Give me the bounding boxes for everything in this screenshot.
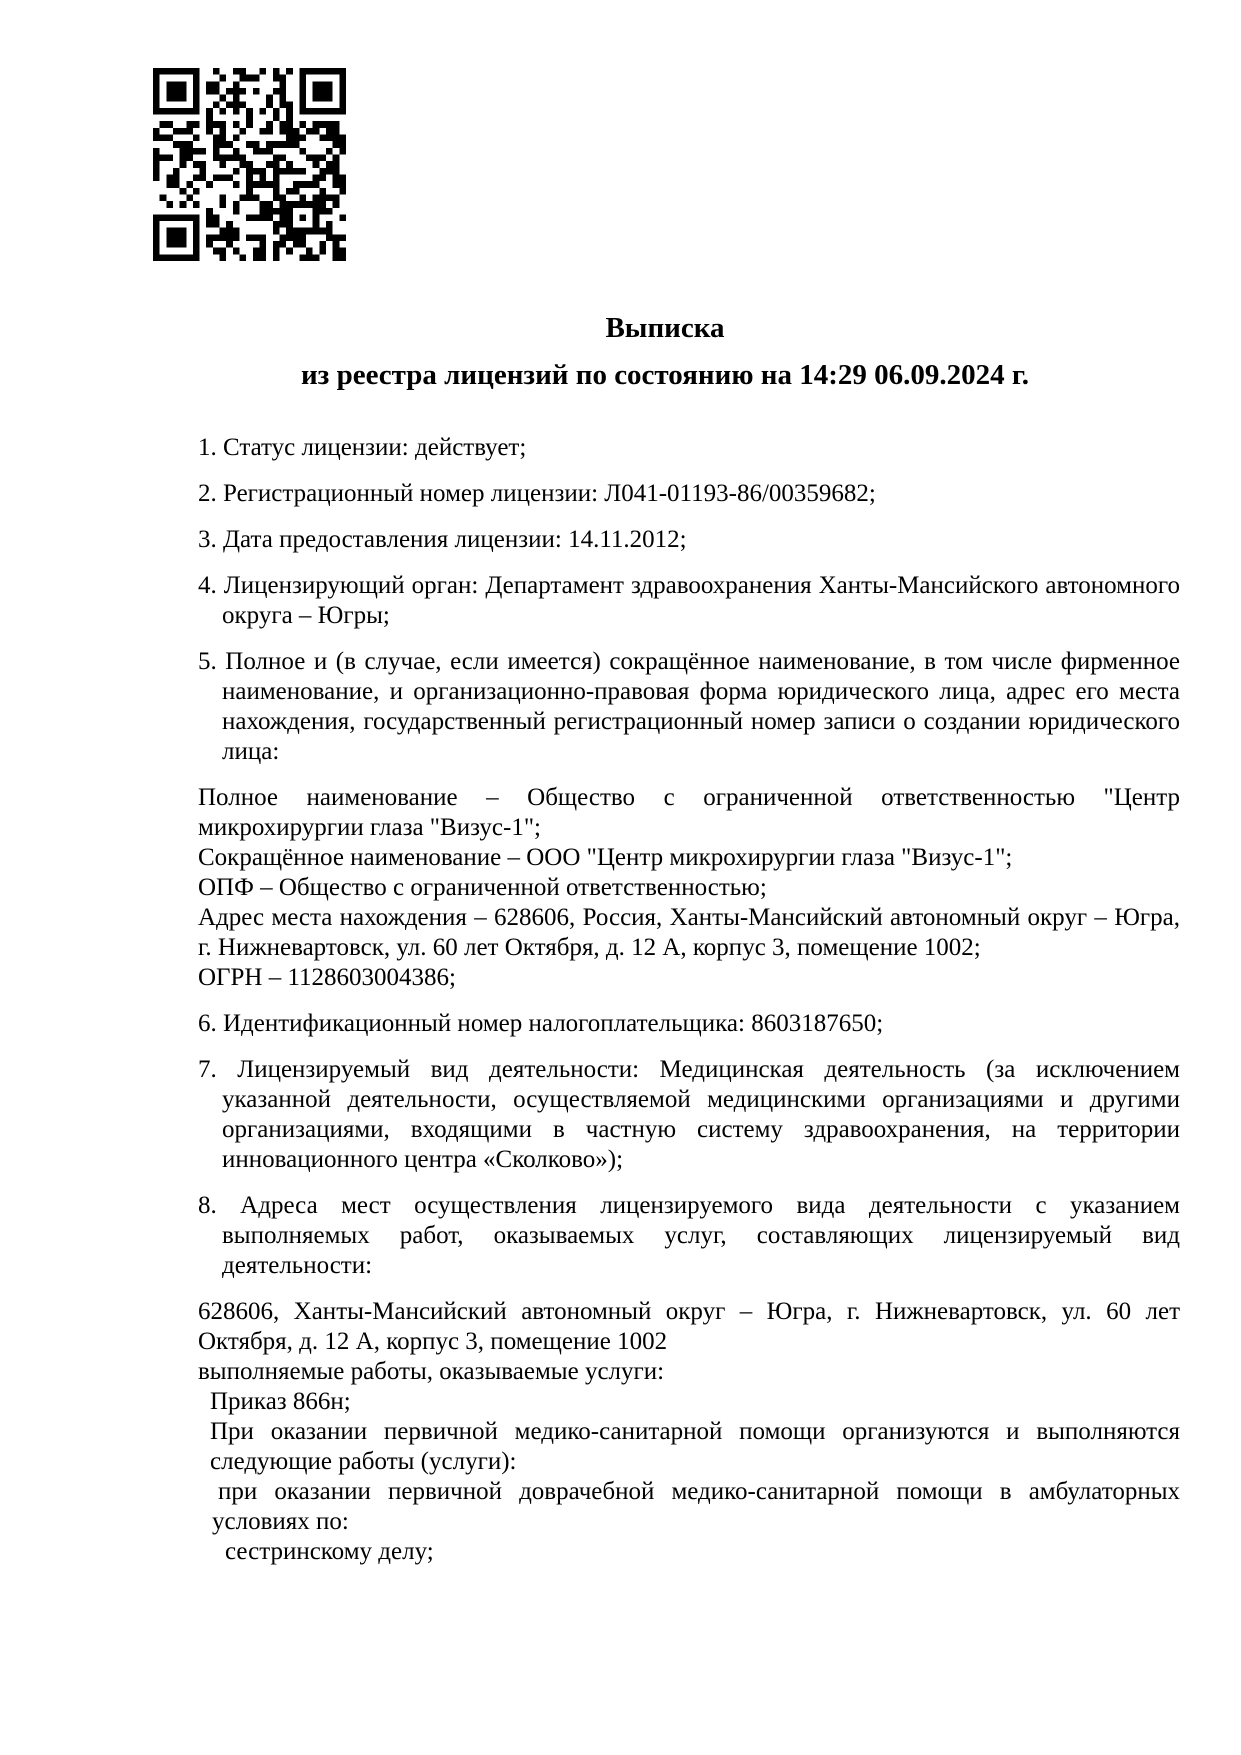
entity-short-name: Сокращённое наименование – ООО "Центр микрохирургии глаза "Визус-1"; [198, 844, 1013, 871]
item-licensing-authority: 4. Лицензирующий орган: Департамент здравоохранения Ханты-Мансийского автономного округа – Югры; [198, 572, 1180, 629]
qr-code-icon [153, 68, 346, 261]
activity-order: Приказ 866н; [210, 1388, 351, 1415]
activity-address: 628606, Ханты-Мансийский автономный округ – Югра, г. Нижневартовск, ул. 60 лет Октября, д. 12 А, корпус 3, помещение 1002 [198, 1298, 1180, 1355]
item-grant-date: 3. Дата предоставления лицензии: 14.11.2012; [198, 526, 687, 553]
activity-pre-medical: при оказании первичной доврачебной медико-санитарной помощи в амбулаторных условиях по: [212, 1478, 1180, 1535]
document-title: Выписка [605, 312, 725, 344]
item-registration-number: 2. Регистрационный номер лицензии: Л041-01193-86/00359682; [198, 480, 876, 507]
item-inn: 6. Идентификационный номер налогоплательщика: 8603187650; [198, 1010, 884, 1037]
document-body [198, 433, 1180, 1583]
item-activity-type: 7. Лицензируемый вид деятельности: Медицинская деятельность (за исключением указанной деятельности, осуществляемой медицинскими организациями и другими организациями, входящими в частную систему здравоохранения, на территории инновационного центра «Сколково»); [198, 1056, 1180, 1173]
entity-ogrn: ОГРН – 1128603004386; [198, 964, 456, 991]
entity-full-name: Полное наименование – Общество с ограниченной ответственностью "Центр микрохирургии глаза "Визус-1"; [198, 784, 1180, 841]
item-license-status: 1. Статус лицензии: действует; [198, 434, 527, 461]
item-entity-heading: 5. Полное и (в случае, если имеется) сокращённое наименование, в том числе фирменное наименование, и организационно-правовая форма юридического лица, адрес его места нахождения, государственный регистрационный номер записи о создании юридического лица: [198, 648, 1180, 765]
activity-nursing: сестринскому делу; [225, 1538, 434, 1565]
document-subtitle: из реестра лицензий по состоянию на 14:29 06.09.2024 г. [300, 359, 1030, 391]
activity-works-label: выполняемые работы, оказываемые услуги: [198, 1358, 665, 1385]
entity-details [198, 783, 1180, 993]
entity-legal-form: ОПФ – Общество с ограниченной ответственностью; [198, 874, 767, 901]
item-activity-addresses: 8. Адреса мест осуществления лицензируемого вида деятельности с указанием выполняемых работ, оказываемых услуг, составляющих лицензируемый вид деятельности: [198, 1192, 1180, 1279]
activity-primary-care: При оказании первичной медико-санитарной помощи организуются и выполняются следующие работы (услуги): [210, 1418, 1180, 1475]
entity-address: Адрес места нахождения – 628606, Россия, Ханты-Мансийский автономный округ – Югра, г. Нижневартовск, ул. 60 лет Октября, д. 12 А, корпус 3, помещение 1002; [198, 904, 1180, 961]
document-header [150, 312, 1180, 392]
activity-details [198, 1297, 1180, 1567]
